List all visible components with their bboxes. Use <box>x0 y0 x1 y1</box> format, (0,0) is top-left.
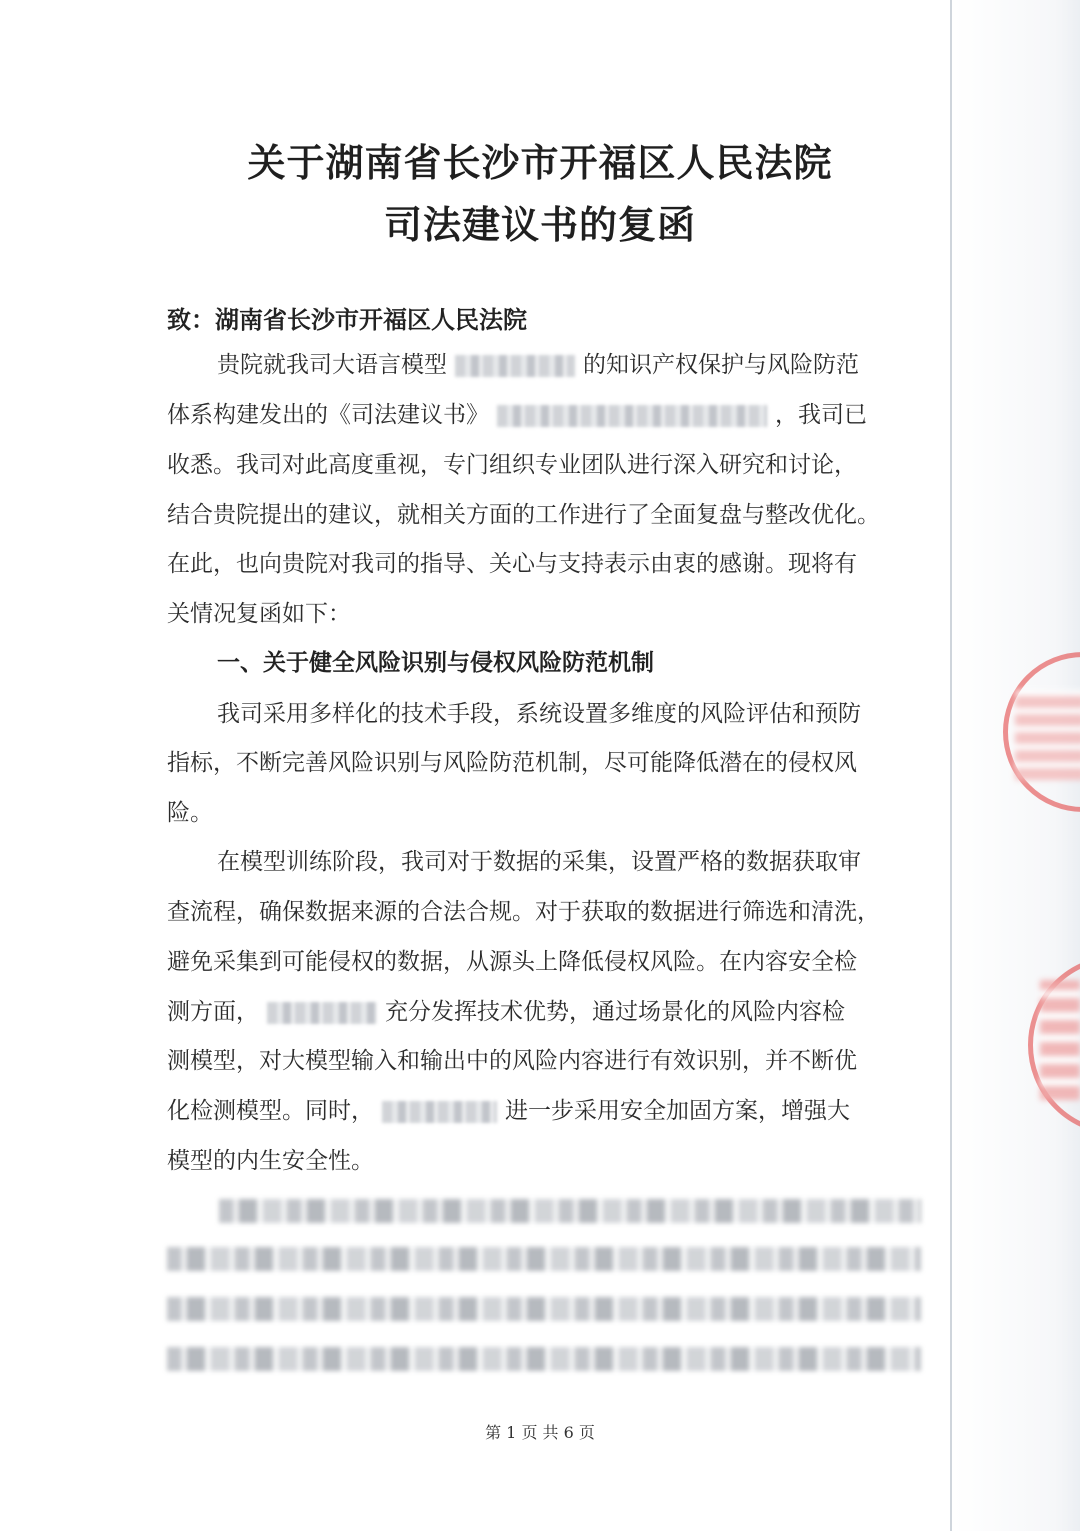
text-span: 测方面， <box>167 999 259 1025</box>
section-heading: 一、关于健全风险识别与侵权风险防范机制 <box>217 650 654 676</box>
redacted-text-line <box>167 1247 921 1271</box>
redacted-model-name <box>455 355 575 377</box>
redacted-model-name <box>382 1101 497 1123</box>
paragraph-line <box>217 348 977 382</box>
paragraph-line <box>167 1094 927 1128</box>
paragraph-line: 险。 <box>167 800 213 826</box>
text-span: 贵院就我司大语言模型 <box>217 352 447 378</box>
paragraph-line: 指标，不断完善风险识别与风险防范机制，尽可能降低潜在的侵权风 <box>167 750 857 776</box>
text-span: 的知识产权保护与风险防范 <box>583 352 859 378</box>
redacted-text-line <box>167 1297 921 1321</box>
addressee: 致：湖南省长沙市开福区人民法院 <box>167 306 527 334</box>
text-span: 进一步采用安全加固方案，增强大 <box>505 1098 850 1124</box>
redacted-text-line <box>219 1199 921 1223</box>
paragraph-line: 我司采用多样化的技术手段，系统设置多维度的风险评估和预防 <box>217 701 861 727</box>
text-span: 化检测模型。同时， <box>167 1098 374 1124</box>
paragraph-line: 结合贵院提出的建议，就相关方面的工作进行了全面复盘与整改优化。 <box>167 502 880 528</box>
document-title-line1: 关于湖南省长沙市开福区人民法院 <box>247 141 833 185</box>
red-seal-stamp-text-blurred <box>1040 980 1080 1100</box>
text-span: 体系构建发出的《司法建议书》 <box>167 402 489 428</box>
paragraph-line: 关情况复函如下： <box>167 601 351 627</box>
text-span: ，我司已 <box>775 402 867 428</box>
paragraph-line: 避免采集到可能侵权的数据，从源头上降低侵权风险。在内容安全检 <box>167 949 857 975</box>
red-seal-stamp-text-blurred <box>1015 690 1080 780</box>
redacted-model-name <box>267 1002 377 1024</box>
paragraph-line: 模型的内生安全性。 <box>167 1148 374 1174</box>
text-span: 充分发挥技术优势，通过场景化的风险内容检 <box>385 999 845 1025</box>
page-number: 第 1 页 共 6 页 <box>485 1423 595 1442</box>
document-title-line2: 司法建议书的复函 <box>383 203 696 247</box>
paragraph-line <box>167 995 927 1029</box>
paragraph-line: 收悉。我司对此高度重视，专门组织专业团队进行深入研究和讨论， <box>167 452 857 478</box>
paragraph-line: 在模型训练阶段，我司对于数据的采集，设置严格的数据获取审 <box>217 849 861 875</box>
paragraph-line: 测模型，对大模型输入和输出中的风险内容进行有效识别，并不断优 <box>167 1048 857 1074</box>
paragraph-line <box>167 398 927 432</box>
redacted-text-line <box>167 1347 921 1371</box>
redacted-document-number <box>497 405 767 427</box>
paragraph-line: 查流程，确保数据来源的合法合规。对于获取的数据进行筛选和清洗， <box>167 899 880 925</box>
paragraph-line: 在此，也向贵院对我司的指导、关心与支持表示由衷的感谢。现将有 <box>167 551 857 577</box>
